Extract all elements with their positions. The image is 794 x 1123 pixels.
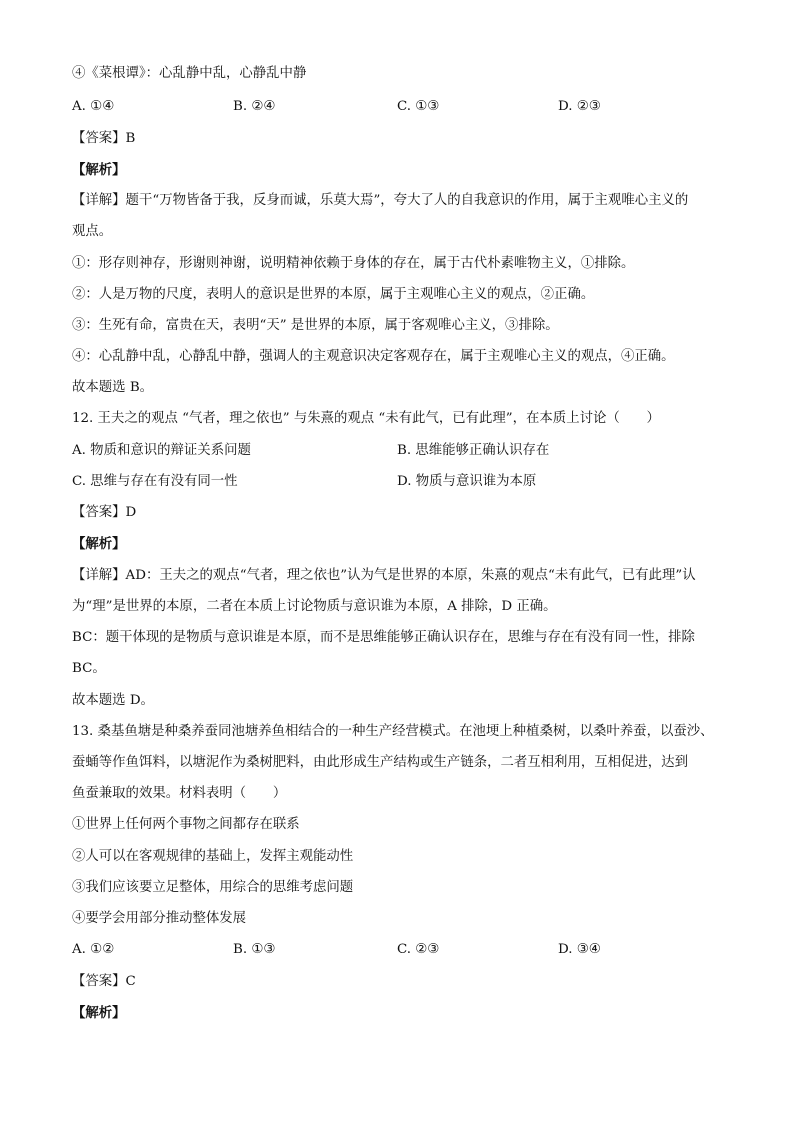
q13-stem-line-3: 鱼蚕兼取的效果。材料表明（ ） (72, 786, 287, 801)
q13-stem-line-1: 13. 桑基鱼塘是种桑养蚕同池塘养鱼相结合的一种生产经营模式。在池埂上种植桑树，以桑叶养蚕，以蚕沙、 (72, 724, 714, 739)
q13-option-c: C. ②③ (397, 942, 440, 957)
q13-option-d: D. ③④ (558, 942, 601, 957)
q12-option-c: C. 思维与存在有没有同一性 (72, 474, 238, 489)
q11-answer: 【答案】B (72, 131, 136, 146)
q12-stem: 12. 王夫之的观点 “气者，理之依也” 与朱熹的观点 “未有此气，已有此理”，在本质上讨论（ ） (72, 411, 660, 426)
q12-options-row-2 (72, 472, 724, 492)
q13-statement-1: ①世界上任何两个事物之间都存在联系 (72, 817, 300, 832)
q12-option-b: B. 思维能够正确认识存在 (397, 443, 550, 458)
q13-analysis-label: 【解析】 (72, 1005, 126, 1021)
q11-detail-line-2: 观点。 (72, 224, 113, 239)
q12-analysis-label: 【解析】 (72, 536, 126, 552)
q13-statement-2: ②人可以在客观规律的基础上，发挥主观能动性 (72, 849, 354, 864)
q13-answer: 【答案】C (72, 974, 136, 989)
q11-detail-1: ①：形存则神存，形谢则神谢，说明精神依赖于身体的存在，属于古代朴素唯物主义，①排除。 (72, 256, 635, 271)
q13-stem-line-2: 蚕蛹等作鱼饵料，以塘泥作为桑树肥料，由此形成生产结构或生产链条，二者互相利用，互相促进，达到 (72, 755, 688, 770)
q11-detail-2: ②：人是万物的尺度，表明人的意识是世界的本原，属于主观唯心主义的观点，②正确。 (72, 287, 595, 302)
q13-option-a: A. ①② (72, 942, 115, 957)
q11-detail-3: ③：生死有命，富贵在天，表明“天” 是世界的本原，属于客观唯心主义，③排除。 (72, 318, 559, 333)
q12-detail-line-2: 为“理”是世界的本原，二者在本质上讨论物质与意识谁为本原，A 排除，D 正确。 (72, 599, 557, 614)
q11-detail-4: ④：心乱静中乱，心静乱中静，强调人的主观意识决定客观存在，属于主观唯心主义的观点，④正确。 (72, 349, 675, 364)
q13-option-b: B. ①③ (233, 942, 276, 957)
q12-answer: 【答案】D (72, 505, 137, 520)
q12-option-a: A. 物质和意识的辩证关系问题 (72, 443, 251, 458)
q11-option-b: B. ②④ (233, 99, 276, 114)
q12-bc-line-2: BC。 (72, 661, 106, 676)
q11-detail-line-1: 【详解】题干“万物皆备于我，反身而诚，乐莫大焉”，夸大了人的自我意识的作用，属于主观唯心主义的 (72, 193, 689, 208)
q12-options-row-1 (72, 441, 724, 461)
q12-conclusion: 故本题选 D。 (72, 693, 154, 708)
q11-options (72, 97, 724, 117)
q11-option-a: A. ①④ (72, 99, 115, 114)
q11-statement-4: ④《菜根谭》：心乱静中乱，心静乱中静 (72, 66, 307, 81)
q11-option-c: C. ①③ (397, 99, 440, 114)
q11-option-d: D. ②③ (558, 99, 601, 114)
q13-options (72, 940, 724, 960)
q12-detail-line-1: 【详解】AD：王夫之的观点“气者，理之依也”认为气是世界的本原，朱熹的观点“未有此气，已有此理”认 (72, 568, 696, 583)
q12-option-d: D. 物质与意识谁为本原 (397, 474, 537, 489)
q13-statement-4: ④要学会用部分推动整体发展 (72, 911, 247, 926)
q13-statement-3: ③我们应该要立足整体，用综合的思维考虑问题 (72, 880, 354, 895)
q11-conclusion: 故本题选 B。 (72, 380, 154, 395)
q11-analysis-label: 【解析】 (72, 162, 126, 178)
q12-bc-line-1: BC：题干体现的是物质与意识谁是本原，而不是思维能够正确认识存在，思维与存在有没有同一性，排除 (72, 630, 695, 645)
